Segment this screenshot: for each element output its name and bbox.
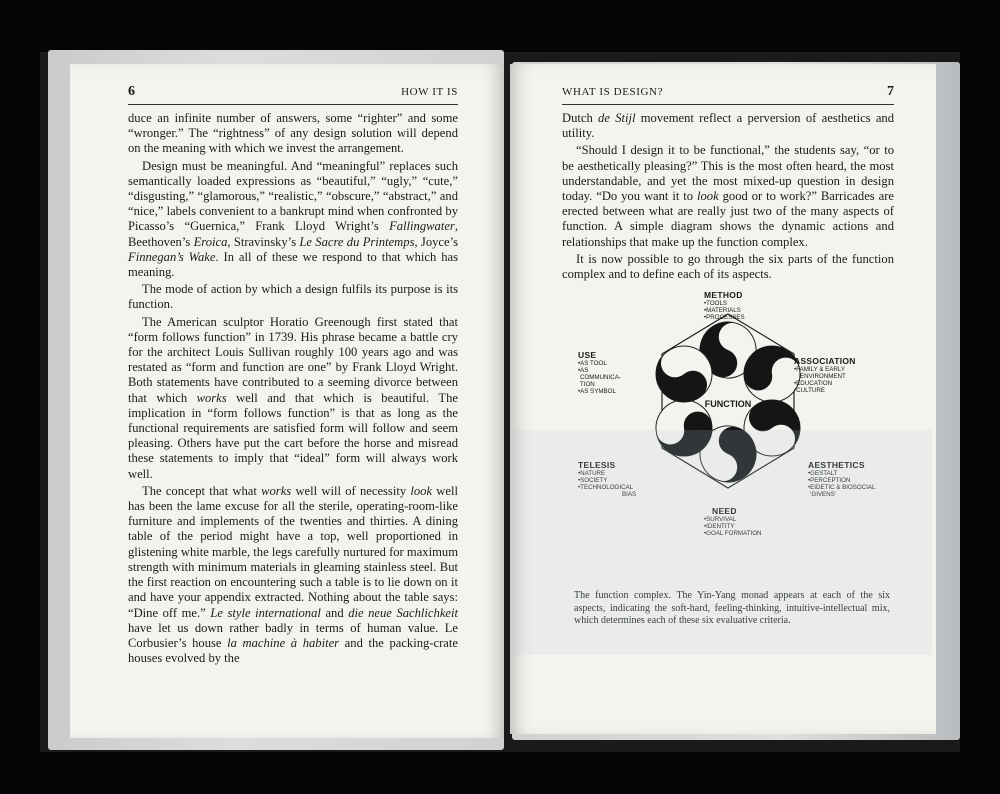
figure-caption: The function complex. The Yin-Yang monad appears at each of the six aspects, indicating the soft-hard, feeling-thinking, intuitive-intellectual mix, which determines each of these six evaluative criteria. xyxy=(574,590,890,627)
left-page-number: 6 xyxy=(128,84,135,99)
right-paragraph-3: It is now possible to go through the six parts of the function complex and to define each of its aspects. xyxy=(562,251,894,282)
left-paragraph-3: The mode of action by which a design fulfils its purpose is its function. xyxy=(128,282,458,312)
function-center-label: FUNCTION xyxy=(704,399,752,410)
right-body-text xyxy=(562,111,894,282)
need-label: NEED •SURVIVAL •IDENTITY •GOAL FORMATION xyxy=(704,506,762,538)
right-page-number: 7 xyxy=(887,84,894,99)
right-paragraph-2: “Should I design it to be functional,” the students say, “or to be aesthetically pleasing?” This is the most often heard, the most understandable, and yet the most mixed-up question in design today. “Do you want it to look good or to work?” Barricades are erected between what are really just two of the many aspects of function. A simple diagram shows the dynamic actions and relationships that make up the function complex. xyxy=(562,143,894,249)
use-label: USE •AS TOOL •AS COMMUNICA- TION •AS SYMBOL xyxy=(578,350,621,396)
left-paragraph-5: The concept that what works well will of necessity look well has been the lame excuse for all the sterile, operating-room-like furniture and implements of the twenties and thirties. A dining table of the period might have a top, well proportioned in glistening white marble, the legs carefully nurtured for maximum strength with minimum materials in gleaming stainless steel. But the first reaction on encountering such a table is to lie down on it and have your appendix extracted. Nothing about the table says: “Dine off me.” Le style international and die neue Sachlichkeit have let us down rather badly in terms of human value. Le Corbusier’s house la machine à habiter and the packing-crate houses evolved by the xyxy=(128,483,458,666)
left-body-text xyxy=(128,111,458,666)
left-paragraph-2: Design must be meaningful. And “meaningful” replaces such semantically loaded expressions as “beautiful,” “ugly,” “cute,” “disgusting,” “glamorous,” “realistic,” “obscure,” “abstract,” and “nice,” labels convenient to a bankrupt mind when confronted by Picasso’s “Guernica,” Frank Lloyd Wright’s Fallingwater, Beethoven’s Eroica, Stravinsky’s Le Sacre du Printemps, Joyce’s Finnegan’s Wake. In all of these we respond to that which has meaning. xyxy=(128,158,458,280)
left-paragraph-4: The American sculptor Horatio Greenough first stated that “form follows function” in 1739. His phrase became a battle cry for the architect Louis Sullivan roughly 100 years ago and was restated as “form and function are one” by Frank Lloyd Wright. Both statements have contributed to a seeming divorce between that which works well and that which is beautiful. The implication in “form follows function” is that as long as the functional requirements are satisfied form will follow and seem pleasing. Others have put the cart before the horse and misread these statements to imply that “ideal” form will always work well. xyxy=(128,314,458,481)
telesis-label: TELESIS •NATURE •SOCIETY •TECHNOLOGICAL BIAS xyxy=(578,460,637,499)
right-running-head xyxy=(562,84,894,105)
right-page xyxy=(510,64,936,734)
left-running-head xyxy=(128,84,458,105)
association-label: ASSOCIATION •FAMILY & EARLY ENVIRONMENT •EDUCATION •CULTURE xyxy=(794,356,856,395)
method-label: METHOD •TOOLS •MATERIALS •PROCESSES xyxy=(704,290,745,322)
right-running-title: WHAT IS DESIGN? xyxy=(562,86,664,98)
left-running-title: HOW IT IS xyxy=(401,86,458,98)
function-complex-diagram xyxy=(562,290,894,574)
right-paragraph-1: Dutch de Stijl movement reflect a perversion of aesthetics and utility. xyxy=(562,111,895,141)
left-page xyxy=(70,64,504,738)
left-paragraph-1: duce an infinite number of answers, some “righter” and some “wronger.” The “rightness” of any design solution will depend on the meaning with which we invest the arrangement. xyxy=(128,111,458,156)
aesthetics-label: AESTHETICS •GESTALT •PERCEPTION •EIDETIC & BIOSOCIAL ‘GIVENS’ xyxy=(808,460,876,499)
